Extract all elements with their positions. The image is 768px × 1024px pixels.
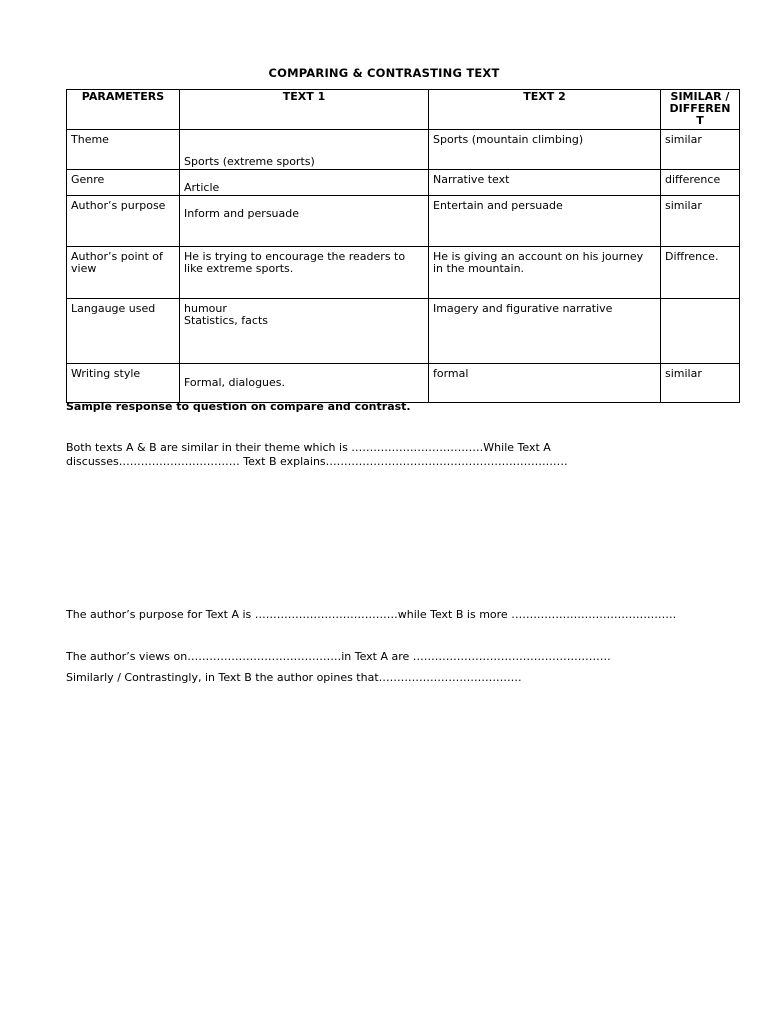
- cell-text-1: humour Statistics, facts: [180, 299, 429, 364]
- header-parameters: PARAMETERS: [67, 90, 180, 130]
- cell-parameter: Author’s purpose: [67, 196, 180, 247]
- cell-similar: [661, 299, 740, 364]
- cell-parameter: Author’s point of view: [67, 247, 180, 299]
- header-text-1: TEXT 1: [180, 90, 429, 130]
- cell-parameter: Langauge used: [67, 299, 180, 364]
- cell-parameter: Writing style: [67, 364, 180, 403]
- cell-text-2: He is giving an account on his journey in the mountain.: [429, 247, 661, 299]
- sample-response-heading: Sample response to question on compare and contrast.: [66, 400, 411, 413]
- cell-text-1-value: Article: [184, 181, 220, 194]
- table-row: [67, 196, 740, 247]
- cell-text-2: Imagery and figurative narrative: [429, 299, 661, 364]
- cell-text-2: formal: [429, 364, 661, 403]
- table-row: [67, 299, 740, 364]
- cell-similar: Diffrence.: [661, 247, 740, 299]
- cell-similar: similar: [661, 130, 740, 170]
- sample-line-theme: Both texts A & B are similar in their theme which is ………………………………While Text A: [66, 441, 551, 454]
- cell-text-2: Sports (mountain climbing): [429, 130, 661, 170]
- cell-parameter: Genre: [67, 170, 180, 196]
- cell-text-1: He is trying to encourage the readers to like extreme sports.: [180, 247, 429, 299]
- cell-text-1: [180, 364, 429, 403]
- cell-text-1: [180, 196, 429, 247]
- table-row: [67, 130, 740, 170]
- table-header-row: [67, 90, 740, 130]
- sample-line-views: The author’s views on……………………………………in Text A are ………………………………………………: [66, 650, 611, 663]
- page-title: COMPARING & CONTRASTING TEXT: [268, 66, 500, 80]
- cell-text-2: Entertain and persuade: [429, 196, 661, 247]
- sample-line-purpose: The author’s purpose for Text A is …………………………………while Text B is more ………………………………………: [66, 608, 677, 621]
- cell-parameter: Theme: [67, 130, 180, 170]
- cell-similar: difference: [661, 170, 740, 196]
- table-row: [67, 170, 740, 196]
- header-similar-different: SIMILAR / DIFFEREN T: [661, 90, 740, 130]
- cell-similar: similar: [661, 364, 740, 403]
- cell-text-1-value: Formal, dialogues.: [184, 376, 286, 389]
- header-text-2: TEXT 2: [429, 90, 661, 130]
- cell-text-1: [180, 130, 429, 170]
- sample-line-discusses: discusses…………………………… Text B explains…………………………………………………………: [66, 455, 568, 468]
- cell-text-1: [180, 170, 429, 196]
- cell-text-2: Narrative text: [429, 170, 661, 196]
- table-row: [67, 247, 740, 299]
- cell-similar: similar: [661, 196, 740, 247]
- cell-text-1-value: Sports (extreme sports): [184, 155, 315, 168]
- table-row: [67, 364, 740, 403]
- comparison-table: [66, 89, 740, 403]
- cell-text-1-value: Inform and persuade: [184, 207, 300, 220]
- sample-line-opines: Similarly / Contrastingly, in Text B the author opines that…………………………………: [66, 671, 522, 684]
